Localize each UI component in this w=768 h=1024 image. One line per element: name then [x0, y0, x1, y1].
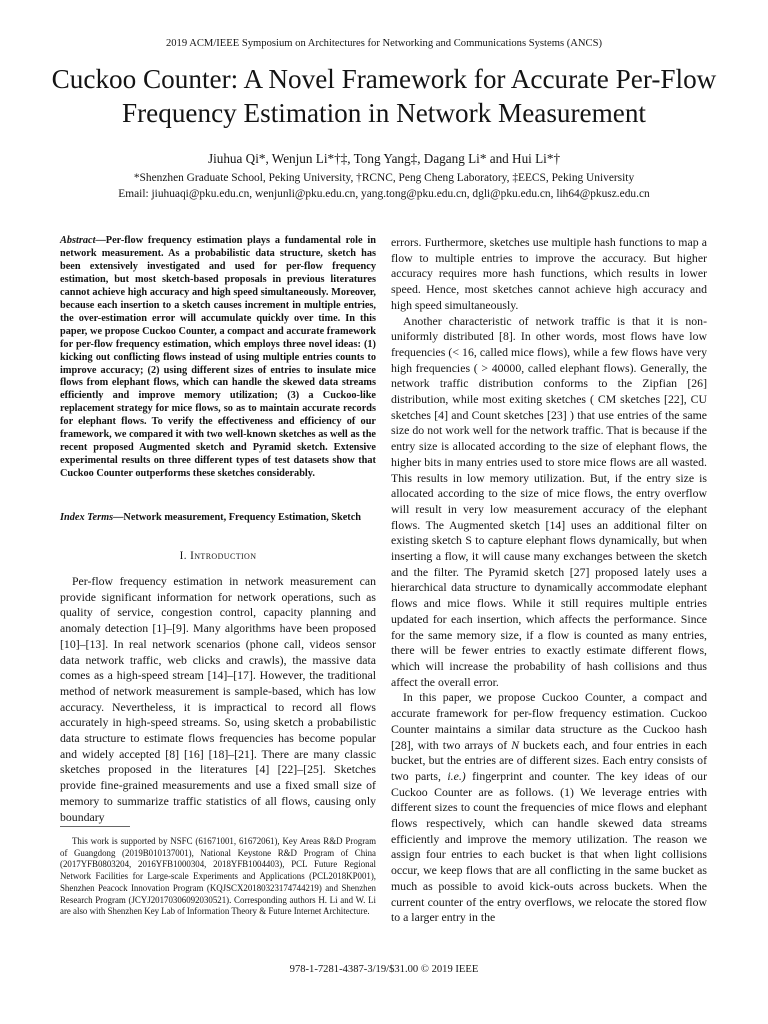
footnote-text: This work is supported by NSFC (61671001, 61672061), Key Areas R&D Program of Guangdong (2019B010137001), National Keystone R&D Program of China (2017YFB0803204, 2016YFB1000304, 2018YFB1004403), PCL Future Regional Network Facilities for Large-scale Experiments and Applications (PCL2018KP001), Shenzhen Peacock Innovation Program (KQJSCX20180323174744219) and Shenzhen Research Program (JCYJ20170306092030521). Corresponding authors H. Li and W. Li are also with Shenzhen Key Lab of Information Theory & Future Internet Architecture. — [60, 836, 376, 917]
intro-paragraph: Per-flow frequency estimation in network measurement can provide significant information for network operations, such as quality of service, congestion control, capacity planning and anomaly detection [1]–[9]. Many algorithms have been proposed [10]–[13]. In real network scenarios (phone call, videos sensor data network traffic, web clicks and crawls), the massive data comes as a high-speed stream [14]–[17]. However, the traditional method of network measurement is sample-based, which has low accuracy. Nevertheless, it is impractical to record all flows accurately in high-speed streams. So, using sketch a probabilistic data structure to estimate flows frequencies has become popular and widely accepted [8] [16] [18]–[21]. There are many classic sketches proposed in the literatures [4] [22]–[25]. Sketches provide fine-grained measurements and use a fixed small size of memory to summarize traffic statistics of all flows, causing only boundary — [60, 574, 376, 824]
page-footer: 978-1-7281-4387-3/19/$31.00 © 2019 IEEE — [289, 964, 479, 975]
footnote — [60, 836, 376, 918]
section-number: I. — [179, 550, 187, 562]
section-heading — [60, 550, 376, 562]
right-paragraph-1: errors. Furthermore, sketches use multiple hash functions to map a flow to multiple entries to improve the accuracy. But higher accuracy requires more hash functions, which results in lower speed. Hence, most sketches cannot achieve high accuracy and high speed simultaneously. — [391, 235, 707, 312]
intro-body — [60, 574, 376, 825]
p3-n: N — [511, 737, 520, 752]
footnote-rule — [60, 826, 130, 827]
section-title: Introduction — [190, 550, 257, 562]
p3-part-b: buckets each, and four entries in each bucket, but the entries are of different sizes. Each entry consists of two parts, — [391, 737, 707, 783]
author-list: Jiuhua Qi*, Wenjun Li*†‡, Tong Yang‡, Dagang Li* and Hui Li*† — [207, 151, 561, 166]
abstract — [60, 235, 376, 481]
affiliations: *Shenzhen Graduate School, Peking University, †RCNC, Peng Cheng Laboratory, ‡EECS, Peking University — [133, 172, 635, 184]
conference-header: 2019 ACM/IEEE Symposium on Architectures for Networking and Communications Systems (ANCS) — [165, 38, 603, 49]
p3-ie: i.e.) — [447, 768, 466, 783]
abstract-label: Abstract — [60, 235, 96, 246]
p3-part-a: In this paper, we propose Cuckoo Counter, a compact and accurate framework for per-flow frequency estimation. Cuckoo Counter maintains a similar data structure as the Cuckoo hash [28], with two arrays of — [391, 690, 707, 752]
paper-title: Cuckoo Counter: A Novel Framework for Accurate Per-Flow Frequency Estimation in Network Measurement — [51, 64, 717, 128]
p3-part-c: fingerprint and counter. The key ideas of our Cuckoo Counter are as follows. (1) We leverage entries with different sizes to count the frequencies of mice flows and elephant flows respectively, which can handle skewed data streams efficiently and improve the memory utilization. The reason we assign four entries to each bucket is that when light collisions occur, we keep flows that are all conflicting in the same bucket as much as possible to avoid kick-outs across buckets. When the current counter of the entry overflows, we relocate the stored flow to a larger entry in the — [391, 768, 707, 925]
right-paragraph-2: Another characteristic of network traffic is that it is non-uniformly distributed [8]. In other words, most flows have low frequencies (< 16, called mice flows), while a few flows have very high frequencies ( > 40000, called elephant flows). Generally, the network traffic distribution conforms to the Zipfian [26] distribution, while most exiting sketches ( CM sketches [22], CU sketches [4] and Count sketches [23] ) that use entries of the same size do not work well for the network traffic. That is because if the entry size is allocated according to the size of elephant flows, the higher bits in many entries used to store mice flows are all wasted. This results in low memory utilization. But, if the entry size is allocated according to the size of mice flows, the entry overflow will result in very low measurement accuracy of the elephant flows. The Augmented sketch [14] uses an additional filter on existing sketch S to capture elephant flows dynamically, but when inserting a flow, it will cause many exchanges between the sketch and the filter. The Pyramid sketch [27] proposed lately uses a hierarchical data structure to dynamically accommodate elephant flows and mice flows. While it still requires multiple entries updated for each insertion, which affects the performance. Since for the same memory size, if a flow is counted as many entries, there will be fewer entries to exactly estimate different flows, which will increase the probability of hash collisions and thus affect the overall error. — [391, 313, 707, 689]
index-terms — [60, 511, 376, 524]
right-paragraph-3 — [391, 690, 707, 926]
right-column-body — [391, 235, 707, 926]
index-terms-text: —Network measurement, Frequency Estimation, Sketch — [113, 512, 361, 523]
abstract-text: —Per-flow frequency estimation plays a fundamental role in network measurement. As a probabilistic data structure, sketch has been extensively investigated and used for per-flow frequency estimation, but most sketch-based proposals in previous literatures cannot achieve high accuracy and high speed simultaneously. Moreover, because each insertion to a sketch causes increment in multiple entries, the over-estimation error will accumulate quickly over time. In this paper, we propose Cuckoo Counter, a compact and accurate framework for per-flow frequency estimation, which employs three novel ideas: (1) kicking out conflicting flows instead of using multiple entries counts to improve accuracy; (2) using different sizes of entries to insulate mice flows from elephant flows, which can handle the skewed data streams efficiently and improve memory utilization; (3) a Cuckoo-like replacement strategy for mice flows, so as to maintain accurate records for elephant flows. To verify the effectiveness and efficiency of our framework, we compared it with two well-known sketches as well as the recent proposed Augmented sketch and Pyramid sketch. Extensive experimental results on three different types of test datasets show that Cuckoo Counter outperforms these sketches considerably. — [60, 235, 376, 480]
index-terms-label: Index Terms — [60, 512, 114, 523]
email-line: Email: jiuhuaqi@pku.edu.cn, wenjunli@pku.edu.cn, yang.tong@pku.edu.cn, dgli@pku.edu.cn, lih64@pkusz.edu.cn — [118, 188, 650, 200]
